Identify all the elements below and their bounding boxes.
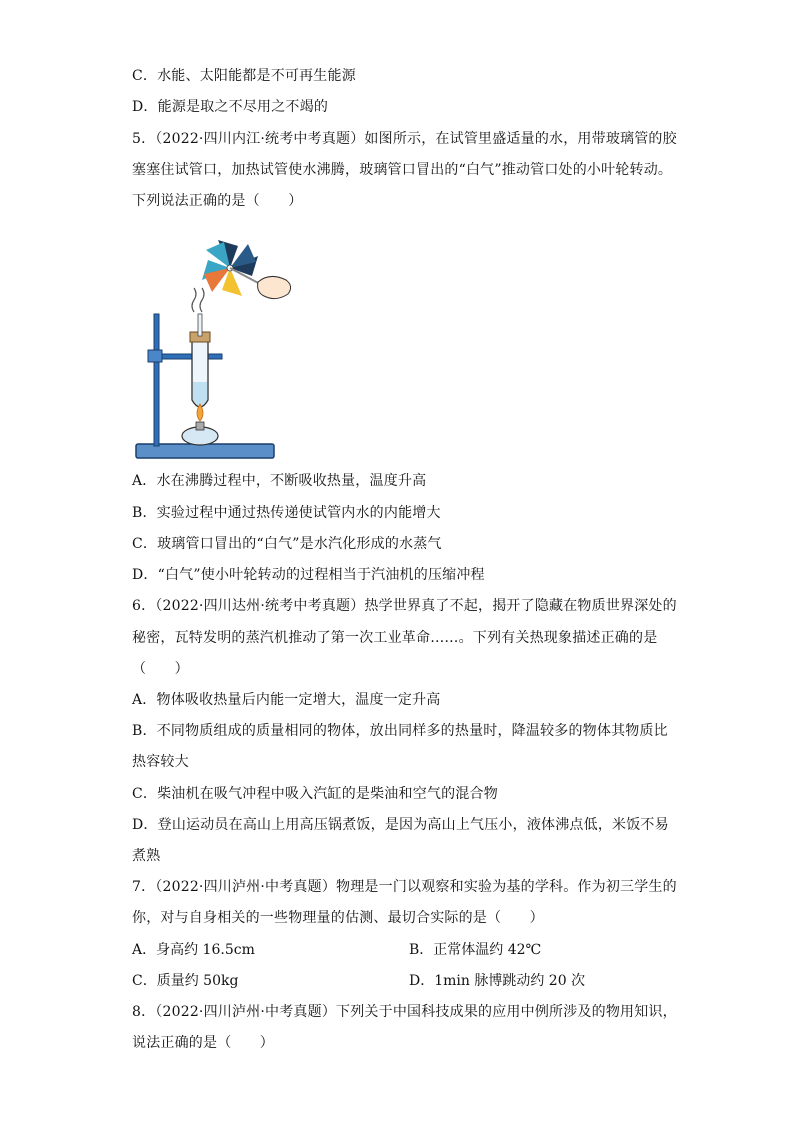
q6-stem-line3: （ ） (132, 661, 189, 677)
q5-option-b: B．实验过程中通过热传递使试管内水的内能增大 (132, 505, 441, 521)
q5-stem-line3: 下列说法正确的是（ ） (132, 193, 303, 209)
prev-option-c: C．水能、太阳能都是不可再生能源 (132, 68, 356, 84)
q8-stem-line2: 说法正确的是（ ） (132, 1035, 274, 1051)
q5-stem-line2: 塞塞住试管口，加热试管使水沸腾，玻璃管口冒出的“白气”推动管口处的小叶轮转动。 (132, 162, 673, 178)
lamp-wick (196, 422, 204, 430)
prev-option-d: D．能源是取之不尽用之不竭的 (132, 99, 329, 115)
q6-option-a: A．物体吸收热量后内能一定增大，温度一定升高 (132, 692, 441, 708)
steam-1 (192, 288, 196, 312)
q5-option-c: C．玻璃管口冒出的“白气”是水汽化形成的水蒸气 (132, 536, 442, 552)
q7-stem-line1: 7．（2022·四川泸州·中考真题）物理是一门以观察和实验为基的学科。作为初三学生的 (132, 879, 677, 895)
glass-tube (198, 314, 202, 336)
q8-stem-line1: 8．（2022·四川泸州·中考真题）下列关于中国科技成果的应用中例所涉及的物用知识， (132, 1004, 677, 1020)
q5-option-d: D．“白气”使小叶轮转动的过程相当于汽油机的压缩冲程 (132, 567, 485, 583)
experiment-figure (130, 232, 300, 462)
q5-stem-line1: 5．（2022·四川内江·统考中考真题）如图所示，在试管里盛适量的水，用带玻璃管的胶 (132, 131, 677, 147)
q6-stem-line2: 秘密，瓦特发明的蒸汽机推动了第一次工业革命……。下列有关热现象描述正确的是 (132, 630, 658, 646)
q6-stem-line1: 6．（2022·四川达州·统考中考真题）热学世界真了不起，揭开了隐藏在物质世界深处的 (132, 598, 677, 614)
q6-option-c: C．柴油机在吸气冲程中吸入汽缸的是柴油和空气的混合物 (132, 786, 498, 802)
q6-option-b-line1: B．不同物质组成的质量相同的物体，放出同样多的热量时，降温较多的物体其物质比 (132, 723, 668, 739)
steam-2 (200, 288, 204, 312)
water (193, 382, 207, 406)
clamp-knob (148, 350, 162, 362)
q6-option-d-line2: 煮熟 (132, 848, 161, 864)
stand-rod (154, 314, 159, 446)
hand (258, 276, 291, 298)
q7-stem-line2: 你，对与自身相关的一些物理量的估测、最切合实际的是（ ） (132, 910, 544, 926)
q6-option-d-line1: D．登山运动员在高山上用高压锅煮饭，是因为高山上气压小，液体沸点低，米饭不易 (132, 817, 669, 833)
q7-option-b: B．正常体温约 42℃ (409, 942, 542, 958)
q7-option-c: C．质量约 50kg (132, 973, 239, 989)
q5-option-a: A．水在沸腾过程中，不断吸收热量，温度升高 (132, 473, 427, 489)
q7-option-a: A．身高约 16.5cm (132, 942, 255, 958)
q7-option-d: D．1min 脉博跳动约 20 次 (409, 973, 586, 989)
q6-option-b-line2: 热容较大 (132, 754, 189, 770)
